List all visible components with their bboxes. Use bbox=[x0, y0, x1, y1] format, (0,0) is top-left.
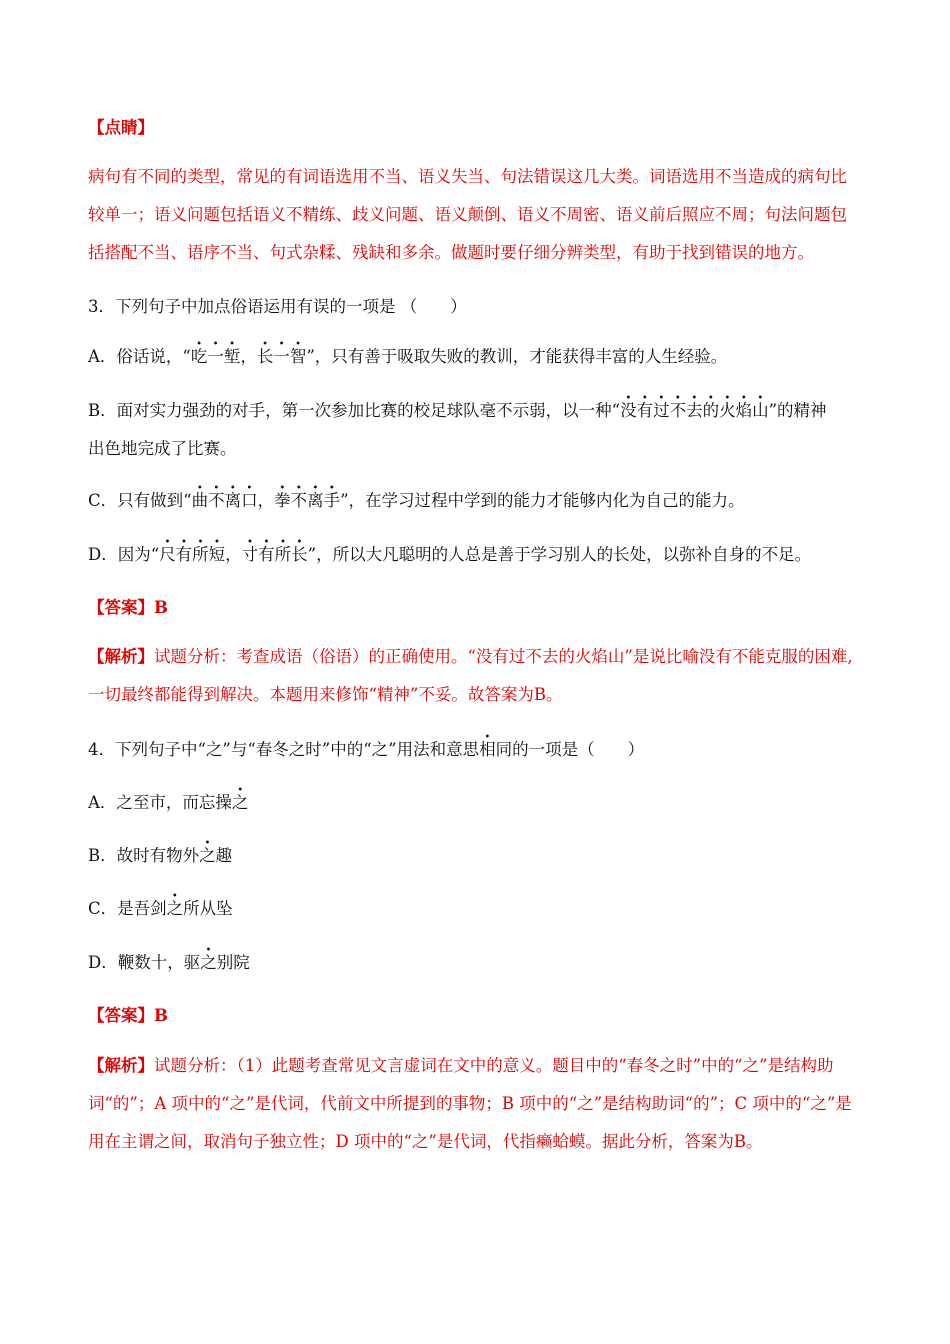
q3-analysis bbox=[88, 638, 858, 714]
emphasis-char: 山 bbox=[752, 401, 769, 420]
q3-analysis-text: 试题分析：考查成语（俗语）的正确使用。“没有过不去的火焰山”是说比喻没有不能克服的困难,一切最终都能得到解决。本题用来修饰“精神”不妥。故答案为B。 bbox=[88, 647, 853, 704]
q3-c-pre: C．只有做到“ bbox=[88, 491, 192, 510]
emphasis-char: 有 bbox=[258, 545, 275, 564]
q4-stem-dotted bbox=[479, 740, 496, 759]
emphasis-char: 长 bbox=[256, 347, 274, 366]
q3-b-post: ”的精神 bbox=[768, 401, 827, 420]
q4-option-a bbox=[88, 792, 858, 814]
emphasis-char: 智 bbox=[289, 347, 307, 366]
emphasis-char: 长 bbox=[291, 545, 308, 564]
emphasis-char: 离 bbox=[307, 491, 324, 510]
q4-answer-value: B bbox=[154, 1006, 168, 1025]
emphasis-char: 有 bbox=[636, 401, 654, 420]
emphasis-char: 的 bbox=[702, 401, 720, 420]
emphasis-char: 所 bbox=[274, 545, 292, 564]
emphasis-char: 没 bbox=[620, 401, 637, 420]
dianjing-tag: 【点睛】 bbox=[88, 118, 154, 137]
q4-option-b bbox=[88, 845, 858, 867]
q3-a-post: ”，只有善于吸取失败的教训，才能获得丰富的人生经验。 bbox=[306, 347, 728, 366]
q4-c-pre: C．是吾剑 bbox=[88, 899, 167, 918]
emphasis-char: ， bbox=[240, 347, 257, 366]
q3-option-b-line2: 出色地完成了比赛。 bbox=[88, 439, 237, 458]
emphasis-char: 去 bbox=[686, 401, 703, 420]
emphasis-char: 火 bbox=[719, 401, 736, 420]
q3-a-pre: A．俗话说，“ bbox=[88, 347, 191, 366]
q3-c-dotted bbox=[192, 491, 341, 510]
q3-option-a bbox=[88, 346, 858, 368]
emphasis-char: 短 bbox=[208, 545, 226, 564]
q4-b-pre: B．故时有物外 bbox=[88, 846, 200, 865]
q4-analysis-text: 试题分析：（1）此题考查常见文言虚词在文中的意义。题目中的“春冬之时”中的“之”是结构助词“的”；A 项中的“之”是代词，代前文中所提到的事物；B 项中的“之”是结构助词“的”；C 项中的“之”是用在主谓之间，取消句子独立性；D 项中的“之”是代词，代指癞蛤蟆。据此分析，答案为B。 bbox=[88, 1056, 852, 1151]
q3-b-pre: B．面对实力强劲的对手，第一次参加比赛的校足球队毫不示弱，以一种“ bbox=[88, 401, 621, 420]
q3-answer bbox=[88, 597, 858, 619]
emphasis-char: ， bbox=[225, 545, 242, 564]
emphasis-char: 吃 bbox=[190, 347, 208, 366]
q3-d-pre: D．因为“ bbox=[88, 545, 160, 564]
q4-answer bbox=[88, 1005, 858, 1027]
q4-option-c bbox=[88, 898, 858, 920]
q4-answer-tag: 【答案】 bbox=[88, 1006, 154, 1025]
emphasis-char: ， bbox=[257, 491, 275, 510]
emphasis-char: 寸 bbox=[241, 545, 259, 564]
q3-answer-tag: 【答案】 bbox=[88, 598, 154, 617]
emphasis-char: 曲 bbox=[191, 491, 209, 510]
q4-stem bbox=[88, 739, 858, 761]
q3-option-d bbox=[88, 544, 858, 566]
q3-d-post: ”，所以大凡聪明的人总是善于学习别人的长处，以弥补自身的不足。 bbox=[307, 545, 812, 564]
q4-b-dotted bbox=[199, 846, 216, 865]
q3-c-post: ”，在学习过程中学到的能力才能够内化为自己的能力。 bbox=[340, 491, 745, 510]
emphasis-char: 不 bbox=[208, 491, 225, 510]
emphasis-char: 过 bbox=[653, 401, 670, 420]
emphasis-char: 离 bbox=[224, 491, 242, 510]
q4-option-d bbox=[88, 952, 858, 974]
q3-option-b bbox=[88, 400, 858, 422]
q3-option-c bbox=[88, 490, 858, 512]
q4-c-post: 所从坠 bbox=[183, 899, 233, 918]
q4-b-post: 趣 bbox=[215, 846, 233, 865]
q3-d-dotted bbox=[159, 545, 308, 564]
emphasis-char: 焰 bbox=[735, 401, 753, 420]
q3-b-dotted bbox=[620, 401, 769, 420]
emphasis-char: 一 bbox=[273, 347, 290, 366]
emphasis-char: 不 bbox=[290, 491, 308, 510]
q4-a-dotted bbox=[232, 793, 249, 812]
emphasis-char: 拳 bbox=[274, 491, 291, 510]
emphasis-char: 堑 bbox=[223, 347, 241, 366]
q4-d-dotted bbox=[200, 953, 217, 972]
emphasis-char: 相 bbox=[479, 740, 496, 759]
emphasis-char: 之 bbox=[166, 899, 184, 918]
q4-c-dotted bbox=[167, 899, 184, 918]
q4-d-pre: D．鞭数十，驱 bbox=[88, 953, 201, 972]
q3-answer-value: B bbox=[154, 598, 168, 617]
emphasis-char: 有 bbox=[175, 545, 193, 564]
emphasis-char: 口 bbox=[241, 491, 258, 510]
dianjing-text: 病句有不同的类型，常见的有词语选用不当、语义失当、句法错误这几大类。词语选用不当造成的病句比较单一；语义问题包括语义不精练、歧义问题、语义颠倒、语义不周密、语义前后照应不周；句法问题包括搭配不当、语序不当、句式杂糅、残缺和多余。做题时要仔细分辨类型，有助于找到错误的地方。 bbox=[88, 167, 847, 262]
emphasis-char: 之 bbox=[200, 953, 217, 972]
q3-stem: 3．下列句子中加点俗语运用有误的一项是 （ ） bbox=[88, 297, 467, 316]
q4-stem-pre: 4．下列句子中“之”与“春冬之时”中的“之”用法和意思 bbox=[88, 740, 480, 759]
emphasis-char: 尺 bbox=[159, 545, 176, 564]
emphasis-char: 之 bbox=[231, 793, 249, 812]
q4-a-pre: A．之至市，而忘操 bbox=[88, 793, 232, 812]
emphasis-char: 一 bbox=[207, 347, 224, 366]
q4-analysis bbox=[88, 1047, 858, 1161]
q4-analysis-tag: 【解析】 bbox=[88, 1056, 154, 1075]
q4-d-post: 别院 bbox=[216, 953, 250, 972]
emphasis-char: 手 bbox=[323, 491, 341, 510]
emphasis-char: 所 bbox=[192, 545, 209, 564]
q4-stem-post: 同的一项是（ ） bbox=[495, 740, 645, 759]
q3-a-dotted bbox=[191, 347, 307, 366]
q3-analysis-tag: 【解析】 bbox=[88, 647, 154, 666]
emphasis-char: 之 bbox=[199, 846, 216, 865]
emphasis-char: 不 bbox=[669, 401, 687, 420]
